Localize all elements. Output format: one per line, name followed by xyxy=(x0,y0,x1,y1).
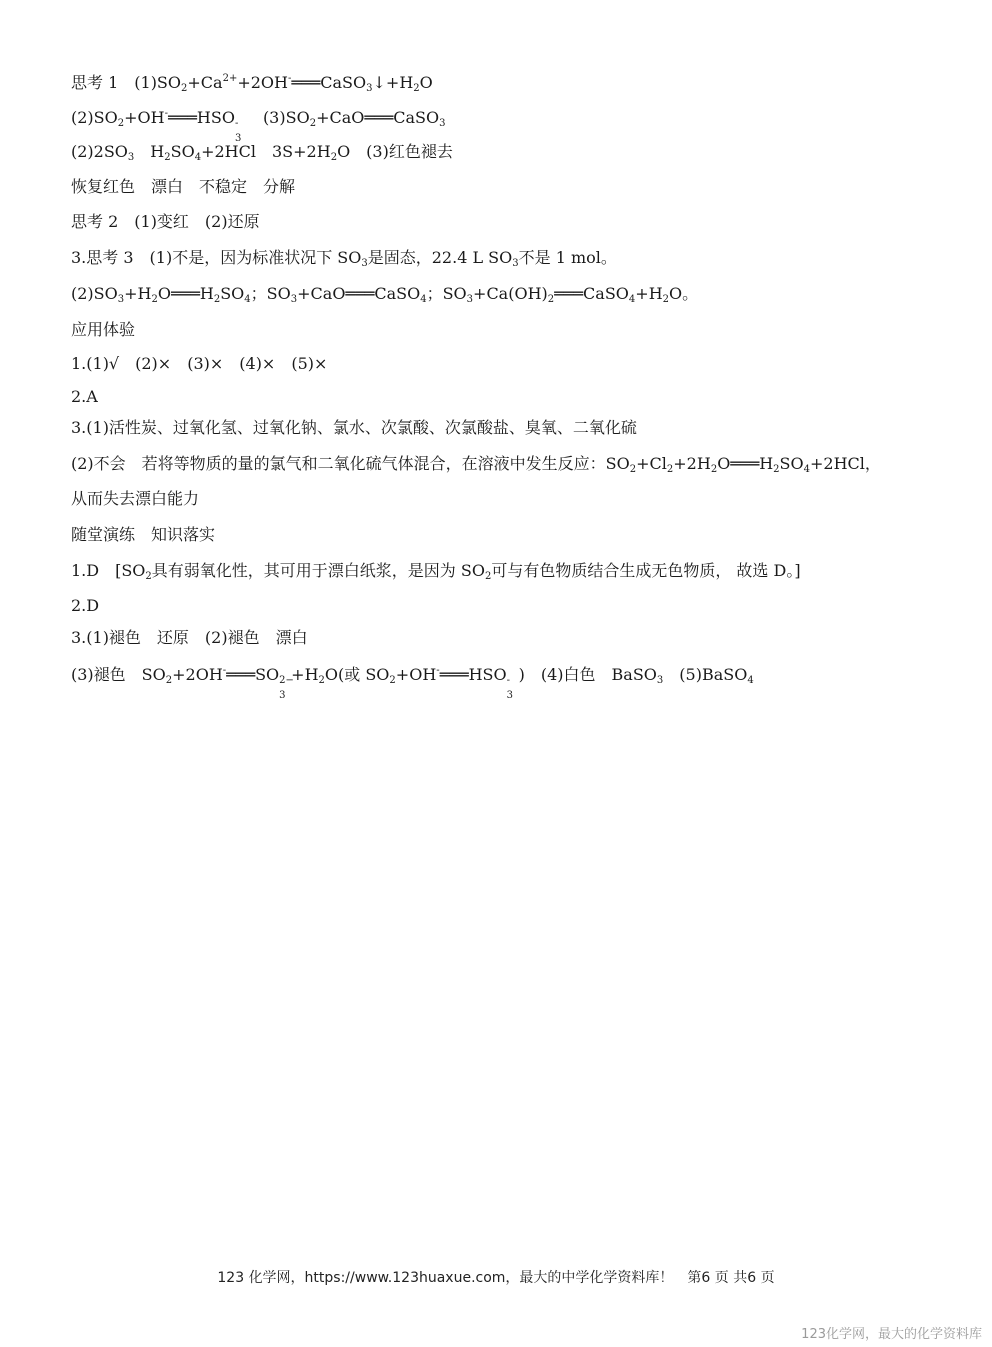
text-line: 随堂演练 知识落实 xyxy=(71,525,216,544)
text-line: (3)褪色 $SO_2+2OH^-═══SO$ 2− 3 $+H_2O$(或 $SO_2+OH^-═══HSO$ - 3 ) (4)白色 BaSO$_3$ (5)BaSO$_4$ xyxy=(71,665,754,701)
watermark: 123化学网，最大的化学资料库 xyxy=(801,1327,982,1342)
text-line: 2.A xyxy=(71,387,98,406)
text-line: 恢复红色 漂白 不稳定 分解 xyxy=(71,177,296,196)
text-line: 从而失去漂白能力 xyxy=(71,489,200,508)
text-line: 1.(1)√ (2)× (3)× (4)× (5)× xyxy=(71,354,328,373)
text-line: $(2)SO_2+OH^-═══HSO$ - 3 $(3)SO_2+CaO═══CaSO_3$ xyxy=(71,108,446,144)
text-line: 3.(1)褪色 还原 (2)褪色 漂白 xyxy=(71,628,308,647)
text-line: $(2)2SO_3$ $H_2SO_4+2HCl$ $3S+2H_2O$ (3)红色褪去 xyxy=(71,142,453,163)
text-line: 1.D [$SO_2$具有弱氧化性，其可用于漂白纸浆，是因为 $SO_2$可与有色物质结合生成无色物质， 故选 D。] xyxy=(71,561,801,582)
text-line: $(2)SO_3+H_2O═══H_2SO_4$；$SO_3+CaO═══CaSO_4$；$SO_3+Ca(OH)_2═══CaSO_4+H_2O$。 xyxy=(71,284,699,305)
text-line: 思考 1 $(1)SO_2+Ca^{2+}+2OH^-═══CaSO_3↓+H_2O$ xyxy=(71,73,433,94)
page-footer: 123 化学网，https://www.123huaxue.com，最大的中学化学资料库！ 第6 页 共6 页 xyxy=(217,1270,775,1286)
text-line: 应用体验 xyxy=(71,320,136,339)
text-line: (2)不会 若将等物质的量的氯气和二氧化硫气体混合，在溶液中发生反应：$SO_2+Cl_2+2H_2O═══H_2SO_4+2HCl$， xyxy=(71,454,881,475)
text-line: 思考 2 (1)变红 (2)还原 xyxy=(71,212,260,231)
text-line: 3.(1)活性炭、过氧化氢、过氧化钠、氯水、次氯酸、次氯酸盐、臭氧、二氧化硫 xyxy=(71,418,637,437)
text-line: 2.D xyxy=(71,596,100,615)
text-line: 3.思考 3 (1)不是，因为标准状况下 $SO_3$是固态，22.4 L $SO_3$不是 1 mol。 xyxy=(71,248,617,269)
